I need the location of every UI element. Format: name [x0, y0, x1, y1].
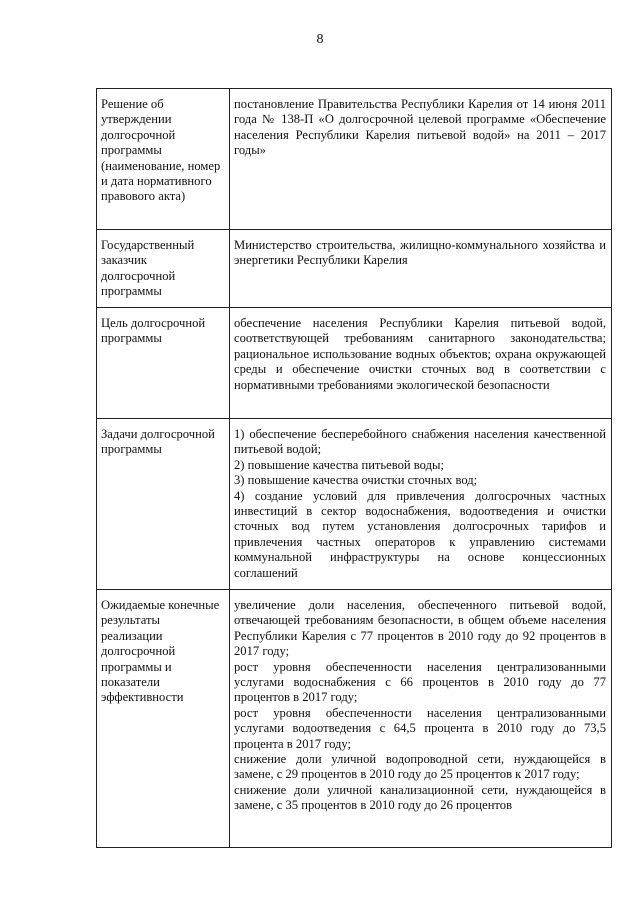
row-content-state-customer [230, 230, 612, 308]
row-label-approval-decision: Решение об утверждении долгосрочной программы (наименование, номер и дата нормативного правового акта) [97, 89, 230, 230]
task-item: 2) повышение качества питьевой воды; [234, 457, 444, 472]
row-label-program-tasks: Задачи долгосрочной программы [97, 419, 230, 590]
row-content-program-tasks [230, 419, 612, 590]
result-item: увеличение доли населения, обеспеченного питьевой водой, отвечающей требованиям безопасности, в общем объеме населения Республики Карелия с 77 процентов в 2010 году до 92 процентов в 2017 году; [234, 598, 606, 659]
row-label-program-goal: Цель долгосрочной программы [97, 308, 230, 419]
table-row-approval-decision [97, 89, 612, 230]
content-line: Министерство строительства, жилищно-коммунального хозяйства и энергетики Республики Карелия [234, 238, 606, 268]
row-content-expected-results [230, 590, 612, 848]
result-item: рост уровня обеспеченности населения централизованными услугами водоотведения с 64,5 процента в 2010 году до 73,5 процента в 2017 году; [234, 705, 606, 751]
task-item: 3) повышение качества очистки сточных вод; [234, 473, 478, 488]
program-passport-table [96, 88, 612, 848]
content-line: постановление Правительства Республики Карелия от 14 июня 2011 года № 138-П «О долгосрочной целевой программе «Обеспечение населения Республики Карелия питьевой водой» на 2011 – 2017 годы» [234, 97, 606, 158]
table-row-expected-results [97, 590, 612, 848]
result-item: снижение доли уличной канализационной сети, нуждающейся в замене, с 35 процентов в 2010 году до 26 процентов [234, 782, 606, 813]
table-row-program-tasks [97, 419, 612, 590]
row-label-expected-results: Ожидаемые конечные результаты реализации долгосрочной программы и показатели эффективности [97, 590, 230, 848]
table-row-state-customer [97, 230, 612, 308]
table-row-program-goal [97, 308, 612, 419]
page-number: 8 [316, 32, 324, 47]
task-item: 4) создание условий для привлечения долгосрочных частных инвестиций в сектор водоснабжения, водоотведения и очистки сточных вод путем установления долгосрочных тарифов и привлечения частных операторов к управлению системами коммунальной инфраструктуры на основе концессионных соглашений [234, 488, 606, 580]
task-item: 1) обеспечение бесперебойного снабжения населения качественной питьевой водой; [234, 427, 606, 457]
row-content-approval-decision [230, 89, 612, 230]
row-content-program-goal [230, 308, 612, 419]
row-label-state-customer: Государственный заказчик долгосрочной программы [97, 230, 230, 308]
content-line: обеспечение населения Республики Карелия питьевой водой, соответствующей требованиям санитарного законодательства; рациональное использование водных объектов; охрана окружающей среды и обеспечение очистки сточных вод в соответствии с нормативными требованиями экологической безопасности [234, 316, 606, 392]
result-item: снижение доли уличной водопроводной сети, нуждающейся в замене, с 29 процентов в 2010 году до 25 процентов к 2017 году; [234, 752, 606, 782]
result-item: рост уровня обеспеченности населения централизованными услугами водоснабжения с 66 процентов в 2010 году до 77 процентов в 2017 году; [234, 659, 606, 705]
